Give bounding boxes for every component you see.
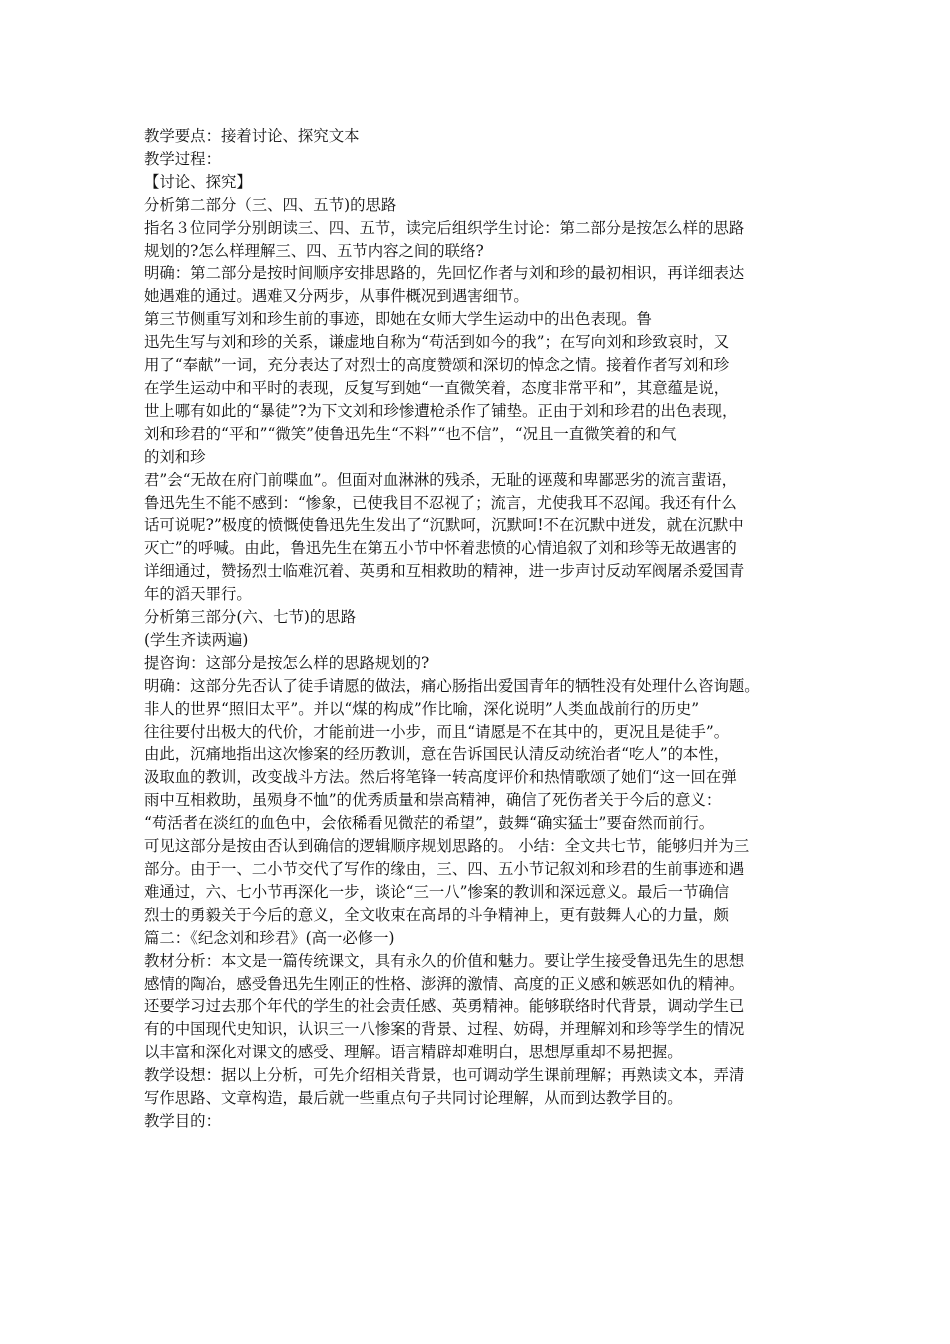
text-line: 【讨论、探究】: [144, 172, 252, 191]
text-line: 的刘和珍: [144, 447, 206, 466]
text-line: 教学目的：: [144, 1111, 221, 1130]
text-line: 她遇难的通过。遇难又分两步，从事件概况到遇害细节。: [144, 287, 529, 306]
text-line: 雨中互相救助，虽殒身不恤”的优秀质量和崇高精神，确信了死伤者关于今后的意义：: [144, 791, 722, 810]
text-line: 烈士的勇毅关于今后的意义，全文收束在高昂的斗争精神上，更有鼓舞人心的力量，颇: [144, 905, 729, 924]
text-line: 教学要点：接着讨论、探究文本: [144, 127, 360, 145]
text-line: (学生齐读两遍): [144, 630, 249, 649]
text-line: 难通过，六、七小节再深化一步，谈论“三一八”惨案的教训和深远意义。最后一节确信: [144, 882, 730, 901]
text-line: 详细通过，赞扬烈士临难沉着、英勇和互相救助的精神，进一步声讨反动军阀屠杀爱国青: [144, 562, 745, 581]
text-line: 鲁迅先生不能不感到：“惨象，已使我目不忍视了；流言，尤使我耳不忍闻。我还有什么: [144, 493, 737, 512]
text-line: 明确：这部分先否认了徒手请愿的做法，痛心肠指出爱国青年的牺牲没有处理什么咨询题。: [144, 676, 760, 695]
text-line: 部分。由于一、二小节交代了写作的缘由，三、四、五小节记叙刘和珍君的生前事迹和遇: [144, 860, 745, 878]
text-line: 灭亡”的呼喊。由此，鲁迅先生在第五小节中怀着悲愤的心情追叙了刘和珍等无故遇害的: [144, 539, 737, 558]
text-line: 迅先生写与刘和珍的关系，谦虚地自称为“苟活到如今的我”；在写向刘和珍致哀时，又: [144, 333, 730, 352]
text-line: 教材分析：本文是一篇传统课文，具有永久的价值和魅力。要让学生接受鲁迅先生的思想: [144, 951, 745, 970]
text-line: 在学生运动中和平时的表现，反复写到她“一直微笑着，态度非常平和”，其意蕴是说，: [144, 378, 730, 397]
text-line: 由此，沉痛地指出这次惨案的经历教训，意在告诉国民认清反动统治者“吃人”的本性，: [144, 745, 730, 764]
text-line: 明确：第二部分是按时间顺序安排思路的，先回忆作者与刘和珍的最初相识，再详细表达: [144, 264, 745, 283]
text-line: 第三节侧重写刘和珍生前的事迹，即她在女师大学生运动中的出色表现。鲁: [144, 310, 652, 329]
text-line: 教学过程：: [144, 149, 221, 168]
text-line: 教学设想：据以上分析，可先介绍相关背景，也可调动学生课前理解；再熟读文本，弄清: [144, 1066, 745, 1085]
text-line: 往往要付出极大的代价，才能前进一小步，而且“请愿是不在其中的，更况且是徒手”。: [144, 722, 730, 741]
text-line: 分析第三部分(六、七节)的思路: [144, 608, 357, 627]
text-line: 年的滔天罪行。: [144, 585, 252, 604]
text-line: 用了“奉献”一词，充分表达了对烈士的高度赞颂和深切的悼念之情。接着作者写刘和珍: [144, 356, 730, 375]
document-body: [144, 125, 824, 1133]
text-line: 可见这部分是按由否认到确信的逻辑顺序规划思路的。 小结：全文共七节，能够归并为三: [144, 837, 750, 856]
text-line: “苟活者在淡红的血色中，会依稀看见微茫的希望”，鼓舞“确实猛士”要奋然而前行。: [144, 814, 715, 833]
text-line: 指名３位同学分别朗读三、四、五节，读完后组织学生讨论：第二部分是按怎么样的思路: [144, 218, 745, 237]
text-line: 规划的?怎么样理解三、四、五节内容之间的联络?: [144, 241, 484, 260]
text-line: 分析第二部分（三、四、五节)的思路: [144, 195, 397, 214]
text-line: 世上哪有如此的“暴徒”?为下文刘和珍惨遭枪杀作了铺垫。正由于刘和珍君的出色表现，: [144, 401, 738, 420]
text-line: 感情的陶冶，感受鲁迅先生刚正的性格、澎湃的激情、高度的正义感和嫉恶如仇的精神。: [144, 974, 745, 993]
text-line: 君”会“无故在府门前喋血”。但面对血淋淋的残杀，无耻的诬蔑和卑鄙恶劣的流言蜚语，: [144, 470, 738, 489]
text-line: 篇二：《纪念刘和珍君》(高一必修一): [144, 928, 395, 947]
text-line: 还要学习过去那个年代的学生的社会责任感、英勇精神。能够联络时代背景，调动学生已: [144, 997, 745, 1016]
text-line: 有的中国现代史知识，认识三一八惨案的背景、过程、妨碍，并理解刘和珍等学生的情况: [144, 1020, 745, 1039]
text-line: 非人的世界“照旧太平”。并以“煤的构成”作比喻，深化说明”人类血战前行的历史”: [144, 699, 700, 718]
text-line: 刘和珍君的“平和”“微笑”使鲁迅先生“不料”“也不信”，“况且一直微笑着的和气: [144, 424, 677, 443]
text-line: 提咨询：这部分是按怎么样的思路规划的?: [144, 653, 430, 672]
text-line: 话可说呢?”极度的愤慨使鲁迅先生发出了“沉默呵，沉默呵!不在沉默中迸发，就在沉默中: [144, 516, 744, 535]
text-line: 以丰富和深化对课文的感受、理解。语言精辟却难明白，思想厚重却不易把握。: [144, 1043, 683, 1062]
text-line: 写作思路、文章构造，最后就一些重点句子共同讨论理解，从而到达教学目的。: [144, 1089, 683, 1108]
text-line: 汲取血的教训，改变战斗方法。然后将笔锋一转高度评价和热情歌颂了她们“这一回在弹: [144, 768, 737, 787]
